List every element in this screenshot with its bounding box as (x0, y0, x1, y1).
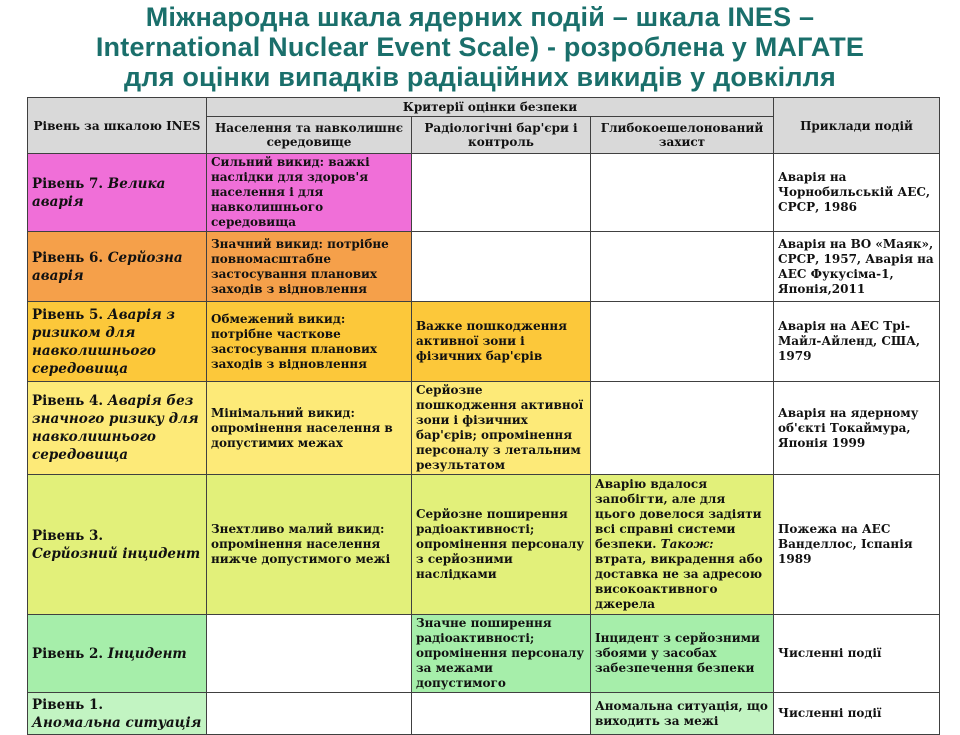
defense-cell (591, 154, 774, 232)
defense-cell: Аномальна ситуація, що виходить за межі (591, 693, 774, 735)
level-name: Аварія з ризиком для навколишнього середовища (32, 306, 176, 377)
example-cell: Пожежа на АЕС Ванделлос, Іспанія 1989 (774, 475, 940, 615)
level-cell-1 (28, 693, 207, 735)
level-cell-3 (28, 475, 207, 615)
table-row-level-4 (28, 382, 940, 475)
level-cell-5 (28, 302, 207, 382)
level-cell-4 (28, 382, 207, 475)
level-prefix: Рівень 7. (32, 175, 104, 192)
level-cell-6 (28, 232, 207, 302)
defense-main-text: Аварію вдалося запобігти, але для цього довелося задіяти всі справні системи безпеки. (595, 477, 762, 551)
level-name: Аварія без значного ризику для навколишнього середовища (32, 393, 199, 463)
level-prefix: Рівень 4. (32, 393, 104, 409)
barriers-cell: Значне поширення радіоактивності; опромінення персоналу за межами допустимого (412, 615, 591, 693)
header-examples: Приклади подій (774, 98, 940, 154)
barriers-cell (412, 232, 591, 302)
table-row-level-6 (28, 232, 940, 302)
header-defense: Глибокоешелонований захист (591, 117, 774, 154)
defense-also-label: Також: (660, 537, 714, 551)
population-cell: Знехтливо малий викид: опромінення населення нижче допустимого межі (207, 475, 412, 615)
barriers-cell (412, 154, 591, 232)
barriers-cell: Серйозне поширення радіоактивності; опромінення персоналу з серйозними наслідками (412, 475, 591, 615)
title-line-3: для оцінки випадків радіаційних викидів у довкілля (124, 62, 836, 92)
population-cell (207, 615, 412, 693)
header-population: Населення та навколишнє середовище (207, 117, 412, 154)
population-cell: Сильний викид: важкі наслідки для здоров'я населення і для навколишнього середовища (207, 154, 412, 232)
barriers-cell (412, 693, 591, 735)
example-cell: Аварія на Чорнобильській АЕС, СРСР, 1986 (774, 154, 940, 232)
population-cell: Мінімальний викид: опромінення населення в допустимих межах (207, 382, 412, 475)
population-cell: Обмежений викид: потрібне часткове застосування планових заходів з відновлення (207, 302, 412, 382)
level-prefix: Рівень 2. (32, 645, 104, 662)
table-row-level-7 (28, 154, 940, 232)
level-name: Інцидент (107, 645, 187, 662)
example-cell: Аварія на АЕС Трі-Майл-Айленд, США, 1979 (774, 302, 940, 382)
header-barriers: Радіологічні бар'єри і контроль (412, 117, 591, 154)
barriers-cell: Важке пошкодження активної зони і фізичних бар'єрів (412, 302, 591, 382)
level-name: Аномальна ситуація (32, 714, 202, 731)
example-cell: Аварія на ядерному об'єкті Токаймура, Японія 1999 (774, 382, 940, 475)
slide-title (0, 2, 960, 92)
defense-cell (591, 232, 774, 302)
defense-cell (591, 382, 774, 475)
level-name: Серйозна аварія (32, 249, 183, 284)
example-cell: Аварія на ВО «Маяк», СРСР, 1957, Аварія на АЕС Фукусіма-1, Японія,2011 (774, 232, 940, 302)
level-name: Велика аварія (32, 175, 166, 210)
header-level: Рівень за шкалою INES (28, 98, 207, 154)
table-row-level-1 (28, 693, 940, 735)
population-cell (207, 693, 412, 735)
title-line-1: Міжнародна шкала ядерних подій – шкала INES – (145, 2, 815, 32)
table-row-level-3 (28, 475, 940, 615)
defense-cell: Інцидент з серйозними збоями у засобах забезпечення безпеки (591, 615, 774, 693)
population-cell: Значний викид: потрібне повномасштабне застосування планових заходів з відновлення (207, 232, 412, 302)
defense-cell (591, 475, 774, 615)
level-prefix: Рівень 3. (32, 527, 104, 544)
barriers-cell: Серйозне пошкодження активної зони і фізичних бар'єрів; опромінення персоналу з летальним результатом (412, 382, 591, 475)
level-prefix: Рівень 6. (32, 249, 104, 266)
example-cell: Численні події (774, 693, 940, 735)
defense-cell (591, 302, 774, 382)
example-cell: Численні події (774, 615, 940, 693)
header-criteria: Критерії оцінки безпеки (207, 98, 774, 117)
level-cell-7 (28, 154, 207, 232)
level-cell-2 (28, 615, 207, 693)
level-prefix: Рівень 5. (32, 306, 104, 323)
level-name: Серйозний інцидент (32, 545, 201, 562)
ines-scale-table (27, 97, 940, 735)
table-row-level-2 (28, 615, 940, 693)
defense-also-text: втрата, викрадення або доставка не за адресою високоактивного джерела (595, 552, 763, 611)
title-line-2: International Nuclear Event Scale) - розроблена у МАГАТЕ (95, 32, 865, 62)
level-prefix: Рівень 1. (32, 696, 104, 713)
table-row-level-5 (28, 302, 940, 382)
